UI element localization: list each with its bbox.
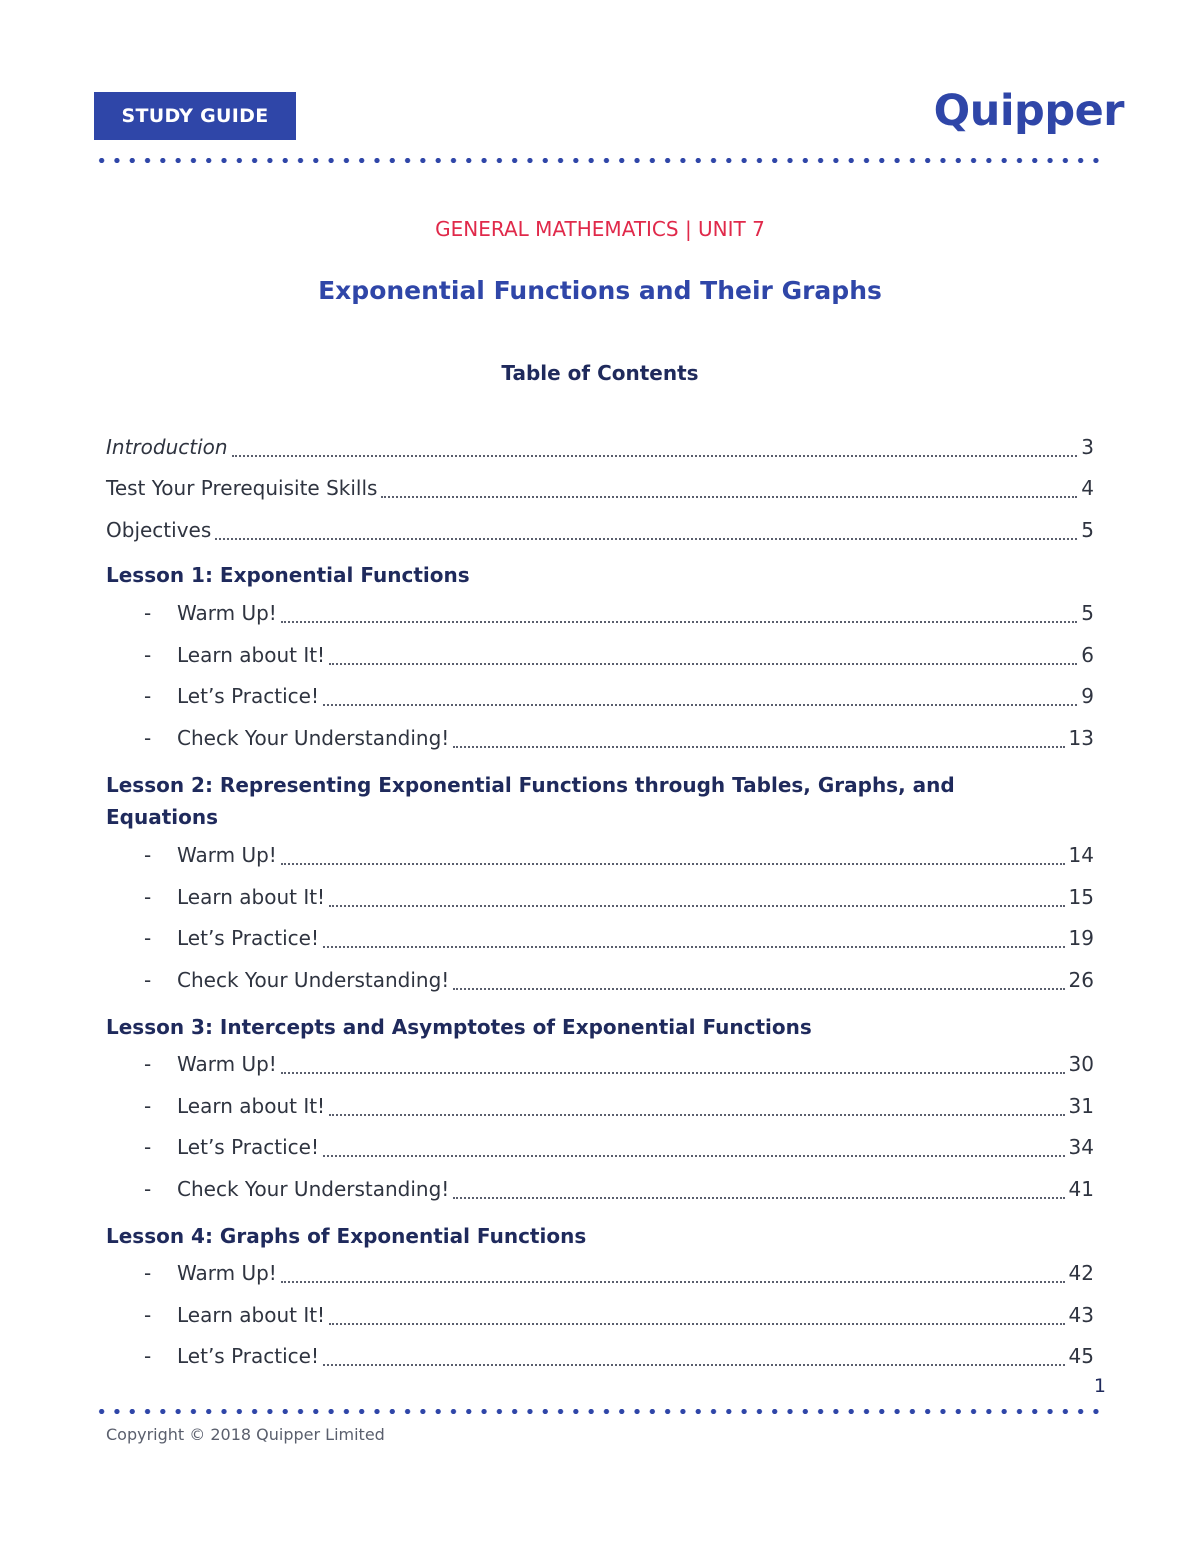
toc-bullet: - — [144, 926, 152, 950]
toc-subentry[interactable] — [144, 885, 1094, 915]
toc-dot-leader — [281, 1281, 1065, 1283]
toc-entry-label: Let’s Practice! — [177, 926, 319, 950]
toc-bullet: - — [144, 885, 152, 909]
toc-bullet: - — [144, 1261, 152, 1285]
lesson-heading[interactable]: Lesson 3: Intercepts and Asymptotes of Exponential Functions — [106, 1015, 812, 1039]
toc-bullet: - — [144, 684, 152, 708]
course-heading: GENERAL MATHEMATICS | UNIT 7 — [435, 217, 765, 241]
toc-page-number: 5 — [1081, 518, 1094, 542]
toc-entry-label: Learn about It! — [177, 1094, 326, 1118]
toc-entry-label: Learn about It! — [177, 1303, 326, 1327]
toc-bullet: - — [144, 968, 152, 992]
toc-entry-label: Learn about It! — [177, 643, 326, 667]
toc-dot-leader — [329, 1114, 1064, 1116]
toc-page-number: 26 — [1068, 968, 1094, 992]
toc-bullet: - — [144, 1344, 152, 1368]
toc-page-number: 41 — [1068, 1177, 1094, 1201]
copyright-notice: Copyright © 2018 Quipper Limited — [106, 1425, 385, 1444]
toc-dot-leader — [323, 704, 1077, 706]
toc-entry-label: Let’s Practice! — [177, 1344, 319, 1368]
toc-bullet: - — [144, 843, 152, 867]
page-number: 1 — [1093, 1375, 1106, 1397]
toc-bullet: - — [144, 601, 152, 625]
toc-page-number: 43 — [1068, 1303, 1094, 1327]
toc-entry-label: Warm Up! — [177, 1052, 277, 1076]
toc-subentry[interactable] — [144, 1177, 1094, 1207]
toc-subentry[interactable] — [144, 926, 1094, 956]
toc-entry-label: Check Your Understanding! — [177, 1177, 450, 1201]
toc-entry-label: Objectives — [106, 518, 212, 542]
toc-dot-leader — [329, 663, 1077, 665]
toc-dot-leader — [381, 496, 1077, 498]
toc-dot-leader — [323, 1364, 1065, 1366]
toc-entry-label: Learn about It! — [177, 885, 326, 909]
toc-subentry[interactable] — [144, 601, 1094, 631]
toc-subentry[interactable] — [144, 1094, 1094, 1124]
toc-dot-leader — [281, 1072, 1065, 1074]
toc-page-number: 45 — [1068, 1344, 1094, 1368]
toc-dot-leader — [329, 905, 1064, 907]
toc-page-number: 3 — [1081, 435, 1094, 459]
toc-dot-leader — [232, 455, 1078, 457]
study-guide-badge: STUDY GUIDE — [94, 92, 296, 140]
toc-page-number: 42 — [1068, 1261, 1094, 1285]
toc-subentry[interactable] — [144, 1052, 1094, 1082]
toc-page-number: 13 — [1068, 726, 1094, 750]
toc-entry-label: Test Your Prerequisite Skills — [106, 476, 378, 500]
toc-subentry[interactable] — [144, 684, 1094, 714]
toc-subentry[interactable] — [144, 1135, 1094, 1165]
lesson-heading[interactable]: Lesson 1: Exponential Functions — [106, 563, 470, 587]
toc-page-number: 5 — [1081, 601, 1094, 625]
toc-dot-leader — [453, 1197, 1064, 1199]
toc-subentry[interactable] — [144, 968, 1094, 998]
toc-entry[interactable] — [106, 435, 1094, 465]
toc-page-number: 4 — [1081, 476, 1094, 500]
toc-bullet: - — [144, 1094, 152, 1118]
toc-entry-label: Warm Up! — [177, 601, 277, 625]
table-of-contents-heading: Table of Contents — [501, 361, 699, 385]
toc-entry-label: Check Your Understanding! — [177, 968, 450, 992]
toc-entry-label: Warm Up! — [177, 843, 277, 867]
toc-entry-label: Check Your Understanding! — [177, 726, 450, 750]
toc-subentry[interactable] — [144, 843, 1094, 873]
toc-dot-leader — [453, 988, 1064, 990]
document-title: Exponential Functions and Their Graphs — [318, 276, 882, 305]
toc-entry-label: Warm Up! — [177, 1261, 277, 1285]
lesson-heading[interactable]: Lesson 2: Representing Exponential Functions through Tables, Graphs, and Equations — [106, 773, 955, 829]
bottom-dotted-divider — [94, 1409, 1106, 1414]
toc-entry[interactable] — [106, 518, 1094, 548]
toc-bullet: - — [144, 1177, 152, 1201]
toc-dot-leader — [281, 863, 1065, 865]
top-dotted-divider — [94, 158, 1106, 163]
toc-entry[interactable] — [106, 476, 1094, 506]
toc-page-number: 30 — [1068, 1052, 1094, 1076]
toc-page-number: 31 — [1068, 1094, 1094, 1118]
toc-bullet: - — [144, 643, 152, 667]
toc-subentry[interactable] — [144, 726, 1094, 756]
toc-entry-label: Let’s Practice! — [177, 1135, 319, 1159]
toc-entry-label: Introduction — [106, 435, 228, 459]
toc-subentry[interactable] — [144, 1303, 1094, 1333]
toc-bullet: - — [144, 726, 152, 750]
toc-page-number: 14 — [1068, 843, 1094, 867]
toc-page-number: 19 — [1068, 926, 1094, 950]
toc-subentry[interactable] — [144, 1261, 1094, 1291]
toc-subentry[interactable] — [144, 643, 1094, 673]
toc-bullet: - — [144, 1052, 152, 1076]
toc-dot-leader — [281, 621, 1077, 623]
toc-bullet: - — [144, 1135, 152, 1159]
toc-page-number: 6 — [1081, 643, 1094, 667]
toc-subentry[interactable] — [144, 1344, 1094, 1374]
quipper-logo: Quipper — [933, 86, 1124, 136]
toc-page-number: 34 — [1068, 1135, 1094, 1159]
toc-dot-leader — [215, 538, 1077, 540]
toc-bullet: - — [144, 1303, 152, 1327]
toc-page-number: 15 — [1068, 885, 1094, 909]
toc-dot-leader — [323, 946, 1065, 948]
lesson-heading[interactable]: Lesson 4: Graphs of Exponential Functions — [106, 1224, 587, 1248]
toc-dot-leader — [323, 1155, 1065, 1157]
toc-dot-leader — [329, 1323, 1064, 1325]
toc-dot-leader — [453, 746, 1064, 748]
toc-page-number: 9 — [1081, 684, 1094, 708]
toc-entry-label: Let’s Practice! — [177, 684, 319, 708]
